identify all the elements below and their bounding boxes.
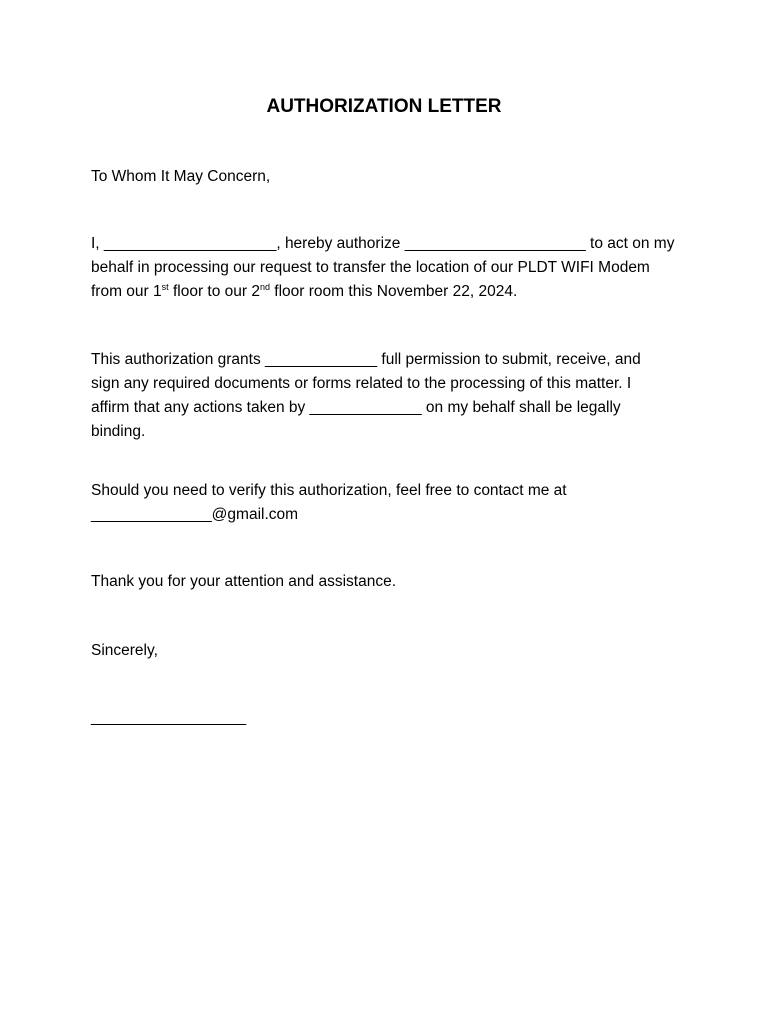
paragraph-permission xyxy=(91,348,681,444)
paragraph-contact xyxy=(91,479,681,527)
paragraph-line: Should you need to verify this authorization, feel free to contact me at xyxy=(91,482,567,499)
ordinal-suffix: nd xyxy=(259,282,270,292)
paragraph-line: binding. xyxy=(91,423,146,440)
closing: Sincerely, xyxy=(91,642,158,659)
paragraph-line: I, ____________________, hereby authorize _____________________ to act on my xyxy=(91,235,675,252)
paragraph-line xyxy=(91,280,681,304)
text-run: floor room this November 22, 2024. xyxy=(270,283,518,300)
ordinal-suffix: st xyxy=(161,282,169,292)
salutation: To Whom It May Concern, xyxy=(91,168,271,185)
text-run: from our 1 xyxy=(91,283,162,300)
paragraph-line: This authorization grants _____________ full permission to submit, receive, and xyxy=(91,351,641,368)
paragraph-authorization xyxy=(91,232,681,304)
document-title: AUTHORIZATION LETTER xyxy=(266,96,502,117)
email-blank: ______________@gmail.com xyxy=(91,506,299,523)
paragraph-line: behalf in processing our request to transfer the location of our PLDT WIFI Modem xyxy=(91,259,650,276)
text-run: floor to our 2 xyxy=(168,283,260,300)
signature-line: __________________ xyxy=(91,709,247,726)
paragraph-line: sign any required documents or forms related to the processing of this matter. I xyxy=(91,375,632,392)
thanks-line: Thank you for your attention and assistance. xyxy=(91,573,397,590)
paragraph-line: affirm that any actions taken by _____________ on my behalf shall be legally xyxy=(91,399,621,416)
